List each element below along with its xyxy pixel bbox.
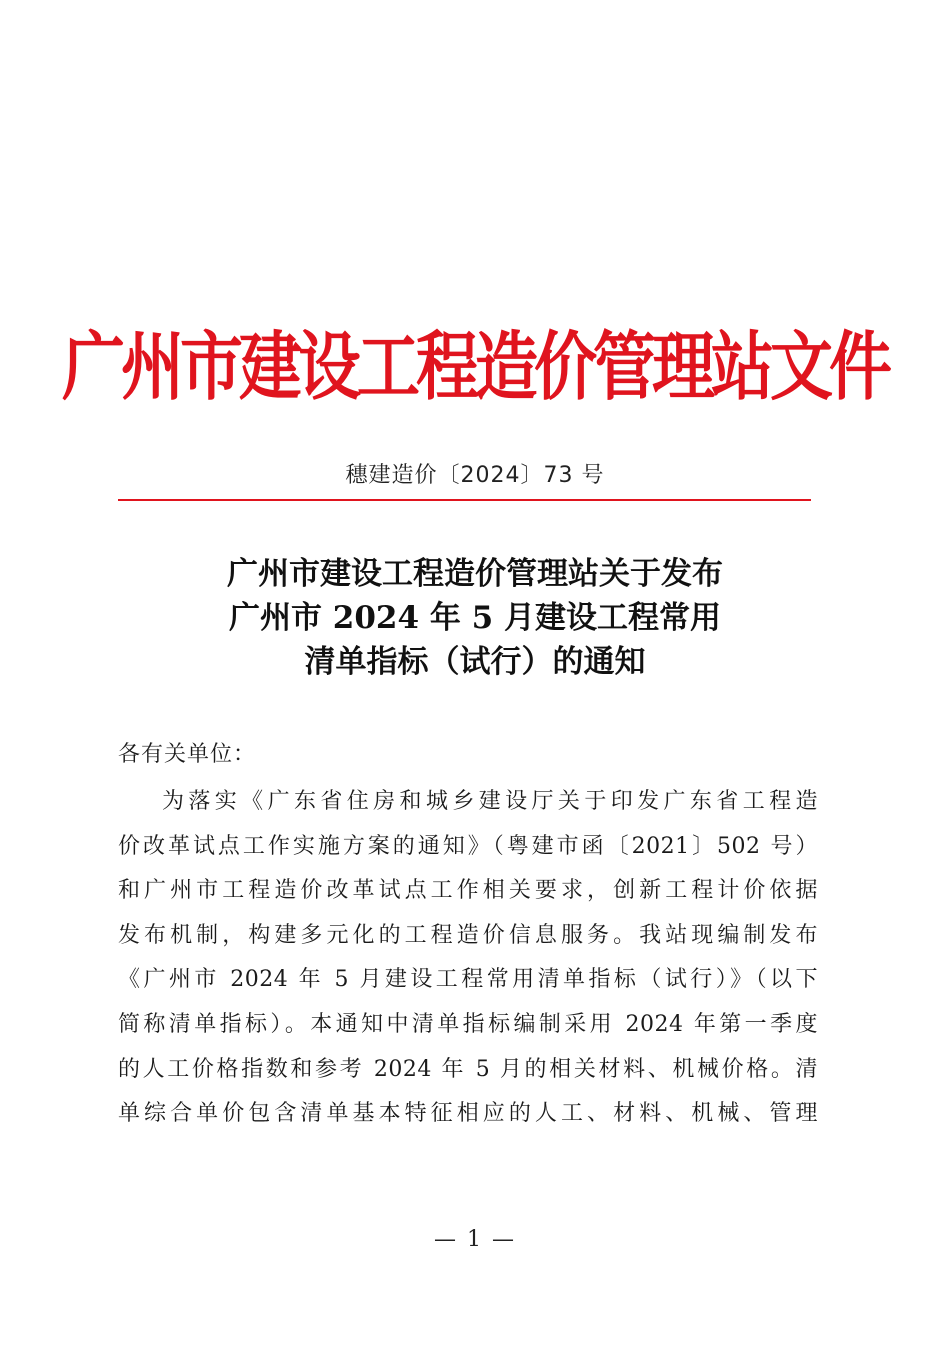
notice-title-line: 清单指标（试行）的通知	[304, 644, 646, 680]
body-paragraph	[118, 780, 818, 1137]
document-number: 穗建造价〔2024〕73 号	[345, 463, 605, 488]
body-line: 单综合单价包含清单基本特征相应的人工、材料、机械、管理	[118, 1101, 818, 1127]
issuer-header-title: 广州市建设工程造价管理站文件	[62, 323, 888, 411]
red-divider-line	[118, 499, 811, 501]
notice-title-line: 广州市 2024 年 5 月建设工程常用	[228, 600, 722, 636]
body-line: 和广州市工程造价改革试点工作相关要求，创新工程计价依据	[118, 878, 818, 904]
body-line: 的人工价格指数和参考 2024 年 5 月的相关材料、机械价格。清	[118, 1056, 818, 1082]
notice-title	[0, 552, 950, 684]
salutation: 各有关单位：	[118, 742, 257, 767]
notice-title-line: 广州市建设工程造价管理站关于发布	[227, 556, 723, 592]
page-number: — 1 —	[434, 1227, 516, 1252]
body-line: 简称清单指标）。本通知中清单指标编制采用 2024 年第一季度	[118, 1011, 818, 1037]
body-line: 价改革试点工作实施方案的通知》（粤建市函〔2021〕502 号）	[118, 833, 818, 859]
body-line: 发布机制，构建多元化的工程造价信息服务。我站现编制发布	[118, 922, 818, 948]
body-line: 为落实《广东省住房和城乡建设厅关于印发广东省工程造	[162, 789, 818, 814]
body-line: 《广州市 2024 年 5 月建设工程常用清单指标（试行）》（以下	[118, 967, 818, 993]
